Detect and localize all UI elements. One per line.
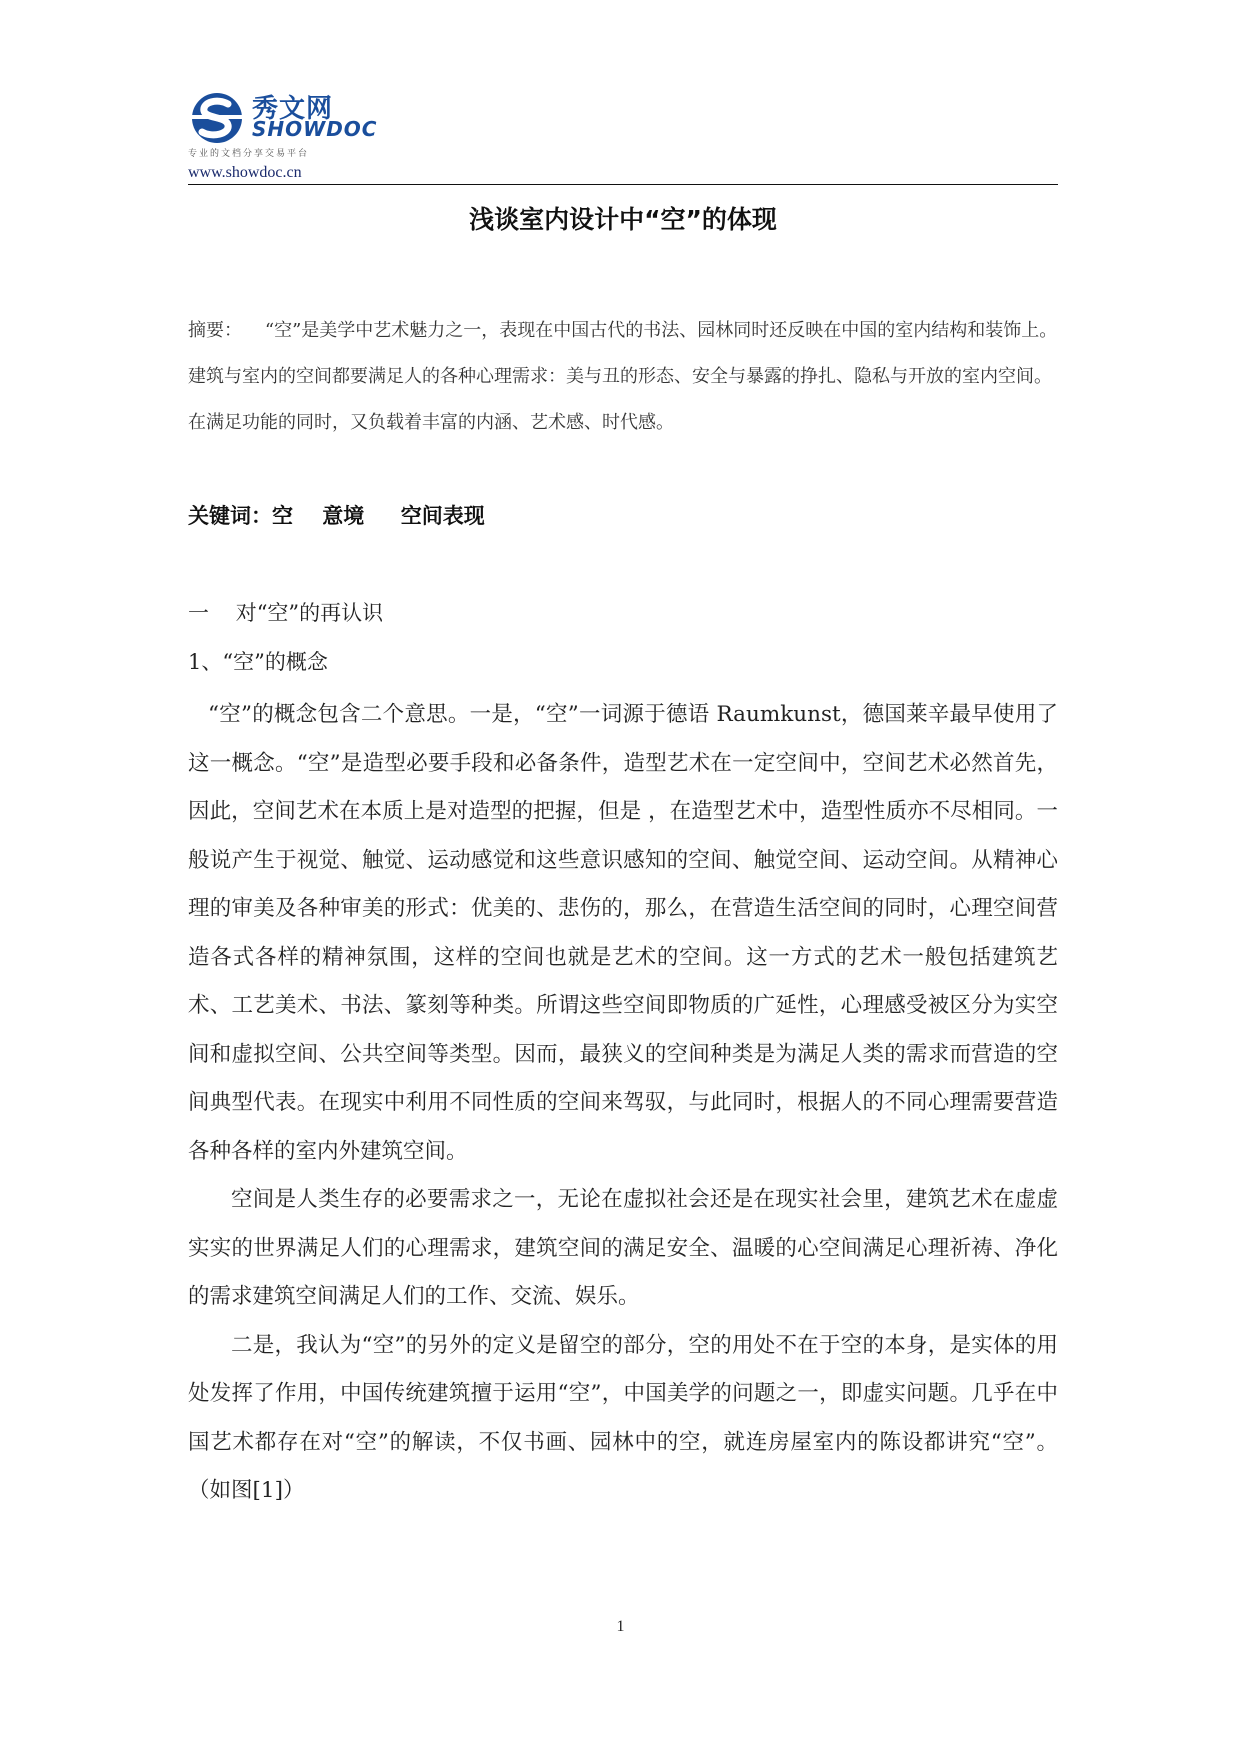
- section-heading: 一 对“空”的再认识: [188, 601, 384, 625]
- abstract-text: “空”是美学中艺术魅力之一，表现在中国古代的书法、园林同时还反映在中国的室内结构和装饰上。建筑与室内的空间都要满足人的各种心理需求：美与丑的形态、安全与暴露的挣扎、隐私与开放的室内空间。在满足功能的同时，又负载着丰富的内涵、艺术感、时代感。: [188, 320, 1058, 433]
- page-header: [188, 88, 1058, 184]
- keywords-line: [188, 500, 1058, 530]
- abstract-label: 摘要：: [188, 320, 242, 341]
- brand-name-en: SHOWDOC: [252, 117, 378, 141]
- page-number: 1: [616, 1618, 625, 1635]
- showdoc-logo[interactable]: [188, 88, 488, 160]
- keywords-items: 空 意境 空间表现: [272, 504, 485, 528]
- showdoc-s-logo-icon: [188, 92, 246, 144]
- brand-name-cn: 秀文网: [252, 94, 334, 124]
- abstract-paragraph: [188, 308, 1058, 446]
- brand-slogan: 专业的文档分享交易平台: [188, 149, 310, 159]
- keywords-label: 关键词：: [188, 504, 272, 528]
- subsection-heading: 1、“空”的概念: [188, 650, 328, 674]
- section-body: [188, 691, 1058, 1516]
- site-url-link[interactable]: www.showdoc.cn: [188, 164, 302, 181]
- body-paragraph-3: 二是，我认为“空”的另外的定义是留空的部分，空的用处不在于空的本身，是实体的用处发挥了作用，中国传统建筑擅于运用“空”，中国美学的问题之一，即虚实问题。几乎在中国艺术都存在对“空”的解读，不仅书画、园林中的空，就连房屋室内的陈设都讲究“空”。（如图[1]）: [188, 1332, 1058, 1503]
- header-divider: [188, 184, 1058, 185]
- document-title: 浅谈室内设计中“空”的体现: [469, 205, 777, 234]
- body-paragraph-1: “空”的概念包含二个意思。一是，“空”一词源于德语 Raumkunst，德国莱辛最早使用了这一概念。“空”是造型必要手段和必备条件，造型艺术在一定空间中，空间艺术必然首先，因此，空间艺术在本质上是对造型的把握，但是 ，在造型艺术中，造型性质亦不尽相同。一般说产生于视觉、触觉、运动感觉和这些意识感知的空间、触觉空间、运动空间。从精神心理的审美及各种审美的形式：优美的、悲伤的，那么，在营造生活空间的同时，心理空间营造各式各样的精神氛围，这样的空间也就是艺术的空间。这一方式的艺术一般包括建筑艺术、工艺美术、书法、篆刻等种类。所谓这些空间即物质的广延性，心理感受被区分为实空间和虚拟空间、公共空间等类型。因而，最狭义的空间种类是为满足人类的需求而营造的空间典型代表。在现实中利用不同性质的空间来驾驭，与此同时，根据人的不同心理需要营造各种各样的室内外建筑空间。: [188, 702, 1058, 1164]
- body-paragraph-2: 空间是人类生存的必要需求之一，无论在虚拟社会还是在现实社会里，建筑艺术在虚虚实实的世界满足人们的心理需求，建筑空间的满足安全、温暖的心空间满足心理祈祷、净化的需求建筑空间满足人们的工作、交流、娱乐。: [188, 1187, 1058, 1309]
